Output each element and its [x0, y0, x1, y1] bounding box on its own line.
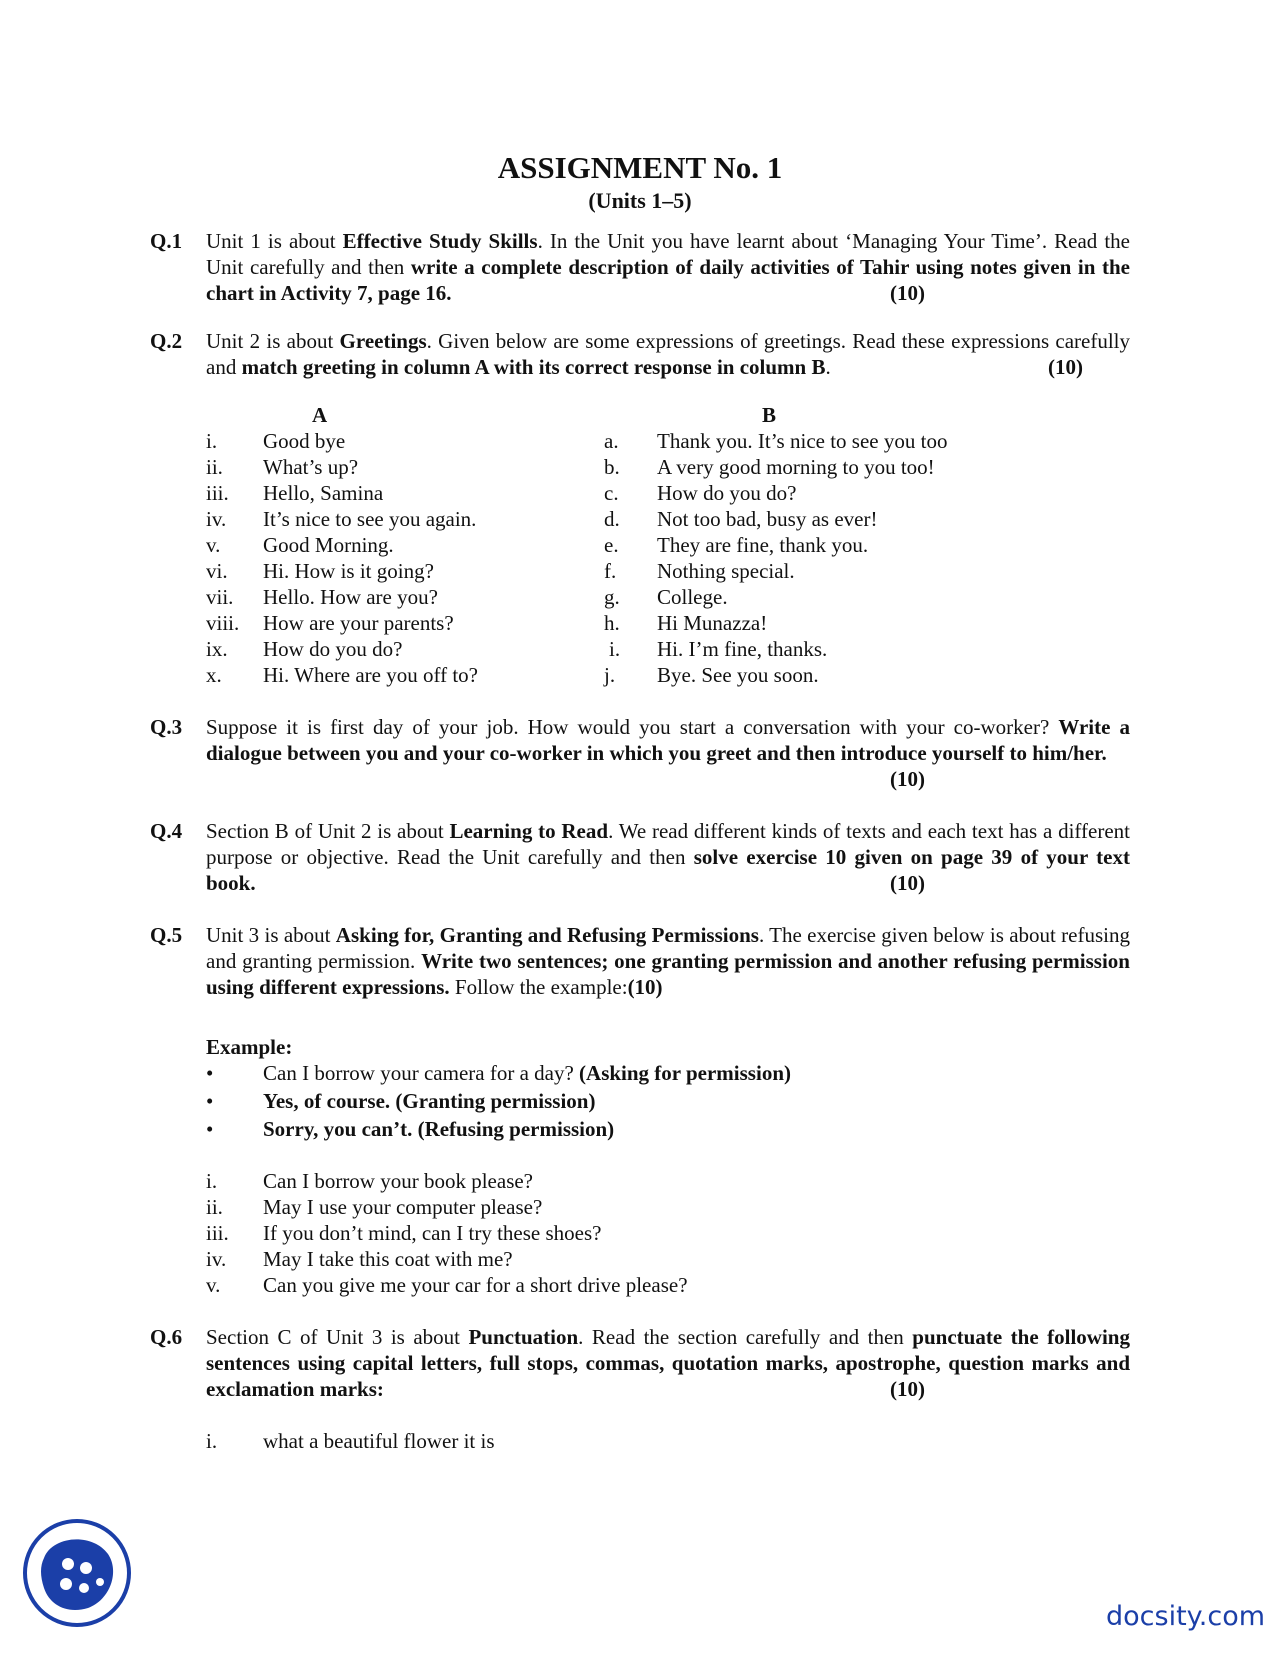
bold-run: Effective Study Skills [342, 229, 538, 253]
question-number: Q.4 [150, 819, 183, 843]
column-a-cell: Hi. How is it going? [263, 559, 434, 583]
row-numeral: x. [206, 663, 222, 687]
row-numeral: iv. [206, 507, 227, 531]
list-item [206, 1428, 1106, 1454]
text-run: . We read different kinds of texts and each text has a different purpose or objective. Read the Unit carefully and then [206, 819, 1130, 869]
question-text [206, 714, 1130, 766]
text-run: . In the Unit you have learnt about ‘Managing Your Time’. Read the Unit carefully and then [206, 229, 1130, 279]
bold-run: Learning to Read [449, 819, 609, 843]
column-a-cell: Hello, Samina [263, 481, 384, 505]
column-b-cell: Not too bad, busy as ever! [657, 507, 878, 531]
question-number: Q.2 [150, 329, 183, 353]
row-letter: g. [604, 585, 620, 609]
bold-run: Yes, of course. (Granting permission) [263, 1089, 596, 1113]
logo-graphic [22, 1518, 132, 1628]
question-5 [150, 922, 1130, 1000]
marks: (10) [890, 1377, 925, 1401]
bold-run: Write a dialogue between you and your co-worker in which you greet and then introduce yourself to him/her. [206, 715, 1131, 765]
text-run: Unit 2 is about [206, 329, 340, 353]
question-6 [150, 1324, 1130, 1402]
question-1 [150, 228, 1130, 306]
bold-run: Sorry, you can’t. (Refusing permission) [263, 1117, 615, 1141]
bullet-text [263, 1060, 791, 1086]
bold-run: (Asking for permission) [579, 1061, 791, 1085]
text-run: Unit 1 is about [206, 229, 343, 253]
list-item [206, 1194, 1106, 1220]
bold-run: solve exercise 10 given on page 39 of your text book. [206, 845, 1130, 895]
column-a-cell: Hi. Where are you off to? [263, 663, 478, 687]
item-numeral: i. [206, 1429, 218, 1453]
column-b-cell: They are fine, thank you. [657, 533, 869, 557]
bold-run: Write two sentences; one granting permission and another refusing permission using different expressions. [206, 949, 1130, 999]
item-text: Can I borrow your book please? [263, 1169, 534, 1193]
column-b-cell: Thank you. It’s nice to see you too [657, 429, 948, 453]
bold-run: write a complete description of daily activities of Tahir using notes given in the chart in Activity 7, page 16. [206, 255, 1130, 305]
item-text: May I take this coat with me? [263, 1247, 513, 1271]
question-2 [150, 328, 1130, 380]
column-a-cell: It’s nice to see you again. [263, 507, 477, 531]
list-item [206, 1088, 1106, 1114]
column-a-cell: Good bye [263, 429, 346, 453]
question-text [206, 328, 1130, 380]
item-numeral: i. [206, 1169, 218, 1193]
marks: (10) [1048, 355, 1083, 379]
row-letter: f. [604, 559, 617, 583]
column-b-cell: Nothing special. [657, 559, 795, 583]
row-letter: j. [604, 663, 616, 687]
question-number: Q.5 [150, 923, 183, 947]
row-numeral: ii. [206, 455, 223, 479]
column-a-cell: What’s up? [263, 455, 359, 479]
row-numeral: i. [206, 429, 218, 453]
marks: (10) [890, 281, 925, 305]
item-text: Can you give me your car for a short drive please? [263, 1273, 688, 1297]
column-b-cell: Hi. I’m fine, thanks. [657, 637, 828, 661]
row-numeral: vi. [206, 559, 228, 583]
item-numeral: iv. [206, 1247, 227, 1271]
row-letter: c. [604, 481, 619, 505]
table-row [206, 454, 1106, 480]
column-b-cell: Bye. See you soon. [657, 663, 819, 687]
table-row [206, 636, 1106, 662]
column-a-cell: How do you do? [263, 637, 403, 661]
question-text [206, 1324, 1130, 1402]
question-text [206, 818, 1130, 896]
bold-run: Punctuation [468, 1325, 579, 1349]
row-numeral: vii. [206, 585, 234, 609]
question-text [206, 228, 1130, 306]
table-row [206, 506, 1106, 532]
table-row [206, 610, 1106, 636]
question-4 [150, 818, 1130, 896]
bold-run: Greetings [339, 329, 427, 353]
item-text: If you don’t mind, can I try these shoes? [263, 1221, 602, 1245]
item-numeral: iii. [206, 1221, 229, 1245]
bullet-icon: • [206, 1089, 214, 1113]
row-numeral: v. [206, 533, 221, 557]
question-number: Q.6 [150, 1325, 183, 1349]
column-a-cell: Good Morning. [263, 533, 394, 557]
text-run: Unit 3 is about [206, 923, 336, 947]
question-number: Q.3 [150, 715, 183, 739]
column-a-header: A [312, 403, 328, 427]
bold-run: Asking for, Granting and Refusing Permissions [335, 923, 759, 947]
marks: (10) [890, 767, 925, 791]
page-subtitle: (Units 1–5) [588, 188, 692, 213]
bullet-text [263, 1088, 595, 1114]
question-text [206, 922, 1130, 1000]
item-numeral: ii. [206, 1195, 223, 1219]
marks: (10) [627, 975, 663, 999]
column-b-header: B [762, 403, 777, 427]
text-run: Section C of Unit 3 is about [206, 1325, 469, 1349]
question-3 [150, 714, 1131, 791]
list-item [206, 1168, 1106, 1194]
column-b-cell: College. [657, 585, 728, 609]
brand-link[interactable]: docsity.com [1106, 1601, 1266, 1632]
table-row [206, 584, 1106, 610]
marks: (10) [890, 871, 925, 895]
table-row [206, 532, 1106, 558]
bold-run: punctuate the following sentences using capital letters, full stops, commas, quotation marks, apostrophe, question marks and exclamation marks: [206, 1325, 1130, 1401]
list-item [206, 1116, 1106, 1142]
row-numeral: ix. [206, 637, 228, 661]
text-run: . The exercise given below is about refusing and granting permission. [206, 923, 1130, 973]
row-letter: a. [604, 429, 619, 453]
row-numeral: viii. [206, 611, 240, 635]
table-row [206, 480, 1106, 506]
list-item [206, 1220, 1106, 1246]
column-b-cell: A very good morning to you too! [657, 455, 935, 479]
column-a-cell: Hello. How are you? [263, 585, 438, 609]
item-text: what a beautiful flower it is [263, 1429, 495, 1453]
text-run: Can I borrow your camera for a day? [263, 1061, 580, 1085]
page-title: ASSIGNMENT No. 1 [497, 150, 783, 185]
column-b-cell: How do you do? [657, 481, 797, 505]
row-letter: e. [604, 533, 619, 557]
item-numeral: v. [206, 1273, 221, 1297]
example-title: Example: [206, 1035, 293, 1059]
row-letter: i. [609, 637, 621, 661]
list-item [206, 1060, 1106, 1086]
row-numeral: iii. [206, 481, 229, 505]
table-row [206, 558, 1106, 584]
bullet-icon: • [206, 1117, 214, 1141]
text-run: . [825, 355, 831, 379]
item-text: May I use your computer please? [263, 1195, 543, 1219]
row-letter: b. [604, 455, 620, 479]
list-item [206, 1246, 1106, 1272]
table-row [206, 662, 1106, 688]
table-row [206, 428, 1106, 454]
docsity-logo-icon[interactable] [22, 1518, 132, 1628]
text-run: . Read the section carefully and then [578, 1325, 913, 1349]
bullet-icon: • [206, 1061, 214, 1085]
text-run: . Given below are some expressions of greetings. Read these expressions carefully and [206, 329, 1130, 379]
text-run: Suppose it is first day of your job. How would you start a conversation with your co-worker? [206, 715, 1059, 739]
text-run: Section B of Unit 2 is about [206, 819, 450, 843]
bullet-text [263, 1116, 614, 1142]
bold-run: match greeting in column A with its correct response in column B [241, 355, 826, 379]
row-letter: d. [604, 507, 620, 531]
question-number: Q.1 [150, 229, 183, 253]
text-run: Follow the example: [449, 975, 628, 999]
list-item [206, 1272, 1106, 1298]
column-a-cell: How are your parents? [263, 611, 454, 635]
row-letter: h. [604, 611, 620, 635]
column-b-cell: Hi Munazza! [657, 611, 768, 635]
